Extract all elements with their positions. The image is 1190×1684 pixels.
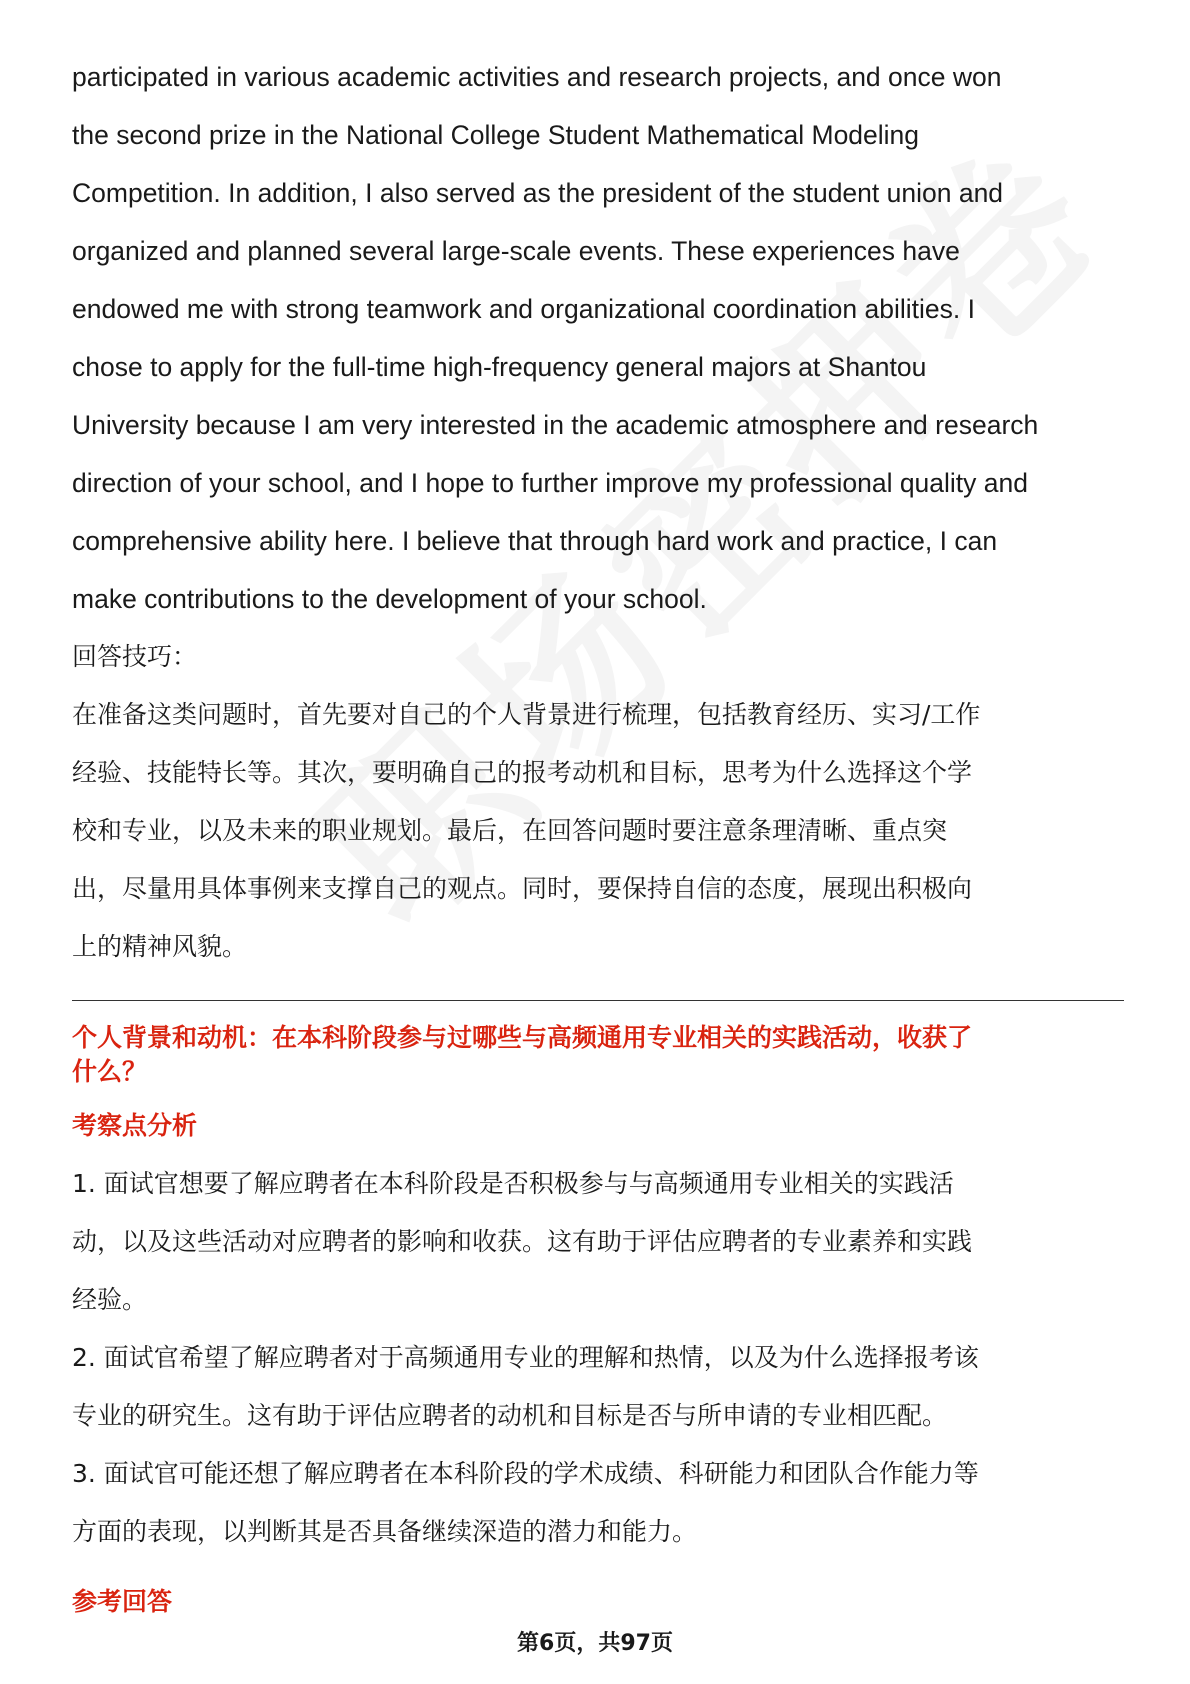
analysis-item xyxy=(72,1445,1132,1561)
paragraph-line: the second prize in the National College Student Mathematical Modeling xyxy=(72,120,920,150)
page-number: 第6页，共97页 xyxy=(517,1631,673,1656)
analysis-item xyxy=(72,1329,1132,1445)
analysis-line: 专业的研究生。这有助于评估应聘者的动机和目标是否与所申请的专业相匹配。 xyxy=(72,1401,948,1430)
analysis-line: 1. 面试官想要了解应聘者在本科阶段是否积极参与与高频通用专业相关的实践活 xyxy=(72,1169,954,1198)
question-line: 个人背景和动机：在本科阶段参与过哪些与高频通用专业相关的实践活动，收获了 xyxy=(72,1023,973,1052)
intro-paragraph xyxy=(72,48,1132,628)
analysis-line: 经验。 xyxy=(72,1285,148,1314)
tips-label: 回答技巧： xyxy=(72,642,198,671)
section-divider xyxy=(72,1000,1124,1001)
analysis-line: 动，以及这些活动对应聘者的影响和收获。这有助于评估应聘者的专业素养和实践 xyxy=(72,1227,973,1256)
paragraph-line: participated in various academic activities and research projects, and once won xyxy=(72,62,1002,92)
analysis-line: 3. 面试官可能还想了解应聘者在本科阶段的学术成绩、科研能力和团队合作能力等 xyxy=(72,1459,979,1488)
tips-paragraph xyxy=(72,686,1132,976)
question-heading xyxy=(72,1021,1132,1089)
paragraph-line: 经验、技能特长等。其次，要明确自己的报考动机和目标，思考为什么选择这个学 xyxy=(72,758,973,787)
paragraph-line: 在准备这类问题时，首先要对自己的个人背景进行梳理，包括教育经历、实习/工作 xyxy=(72,700,981,729)
paragraph-line: Competition. In addition, I also served as the president of the student union and xyxy=(72,178,1004,208)
paragraph-line: 校和专业，以及未来的职业规划。最后，在回答问题时要注意条理清晰、重点突 xyxy=(72,816,948,845)
paragraph-line: organized and planned several large-scale events. These experiences have xyxy=(72,236,960,266)
analysis-line: 2. 面试官希望了解应聘者对于高频通用专业的理解和热情，以及为什么选择报考该 xyxy=(72,1343,979,1372)
page-content xyxy=(72,48,1132,1631)
paragraph-line: endowed me with strong teamwork and organizational coordination abilities. I xyxy=(72,294,975,324)
analysis-line: 方面的表现，以判断其是否具备继续深造的潜力和能力。 xyxy=(72,1517,698,1546)
reference-heading: 参考回答 xyxy=(72,1587,173,1616)
analysis-heading: 考察点分析 xyxy=(72,1111,198,1140)
paragraph-line: 出，尽量用具体事例来支撑自己的观点。同时，要保持自信的态度，展现出积极向 xyxy=(72,874,973,903)
analysis-item xyxy=(72,1155,1132,1329)
paragraph-line: comprehensive ability here. I believe that through hard work and practice, I can xyxy=(72,526,998,556)
paragraph-line: direction of your school, and I hope to further improve my professional quality and xyxy=(72,468,1028,498)
paragraph-line: University because I am very interested in the academic atmosphere and research xyxy=(72,410,1039,440)
paragraph-line: 上的精神风貌。 xyxy=(72,932,248,961)
paragraph-line: chose to apply for the full-time high-frequency general majors at Shantou xyxy=(72,352,927,382)
question-line: 什么？ xyxy=(72,1057,148,1086)
paragraph-line: make contributions to the development of your school. xyxy=(72,584,707,614)
